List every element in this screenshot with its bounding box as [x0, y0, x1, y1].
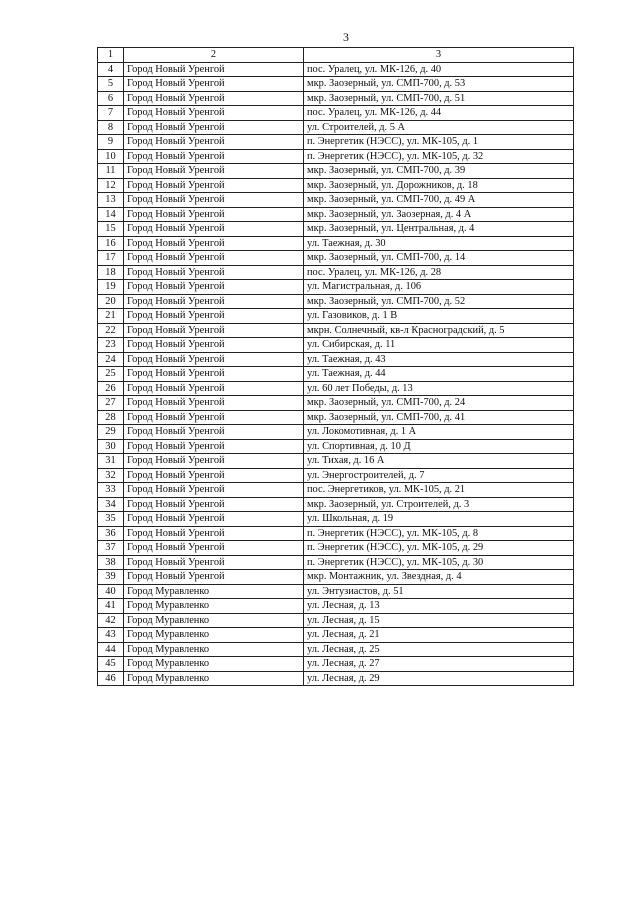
city-cell: Город Новый Уренгой — [124, 454, 304, 469]
address-table-body — [98, 48, 574, 686]
row-number-cell: 22 — [98, 323, 124, 338]
row-number-cell: 35 — [98, 512, 124, 527]
city-cell: Город Новый Уренгой — [124, 280, 304, 295]
row-number-cell: 14 — [98, 207, 124, 222]
address-cell: п. Энергетик (НЭСС), ул. МК-105, д. 1 — [304, 135, 574, 150]
city-cell: Город Новый Уренгой — [124, 381, 304, 396]
address-cell: мкр. Заозерный, ул. СМП-700, д. 41 — [304, 410, 574, 425]
address-cell: пос. Уралец, ул. МК-126, д. 40 — [304, 62, 574, 77]
table-row — [98, 439, 574, 454]
address-cell: ул. Сибирская, д. 11 — [304, 338, 574, 353]
table-row — [98, 62, 574, 77]
table-row — [98, 396, 574, 411]
row-number-cell: 16 — [98, 236, 124, 251]
city-cell: Город Новый Уренгой — [124, 468, 304, 483]
row-number-cell: 30 — [98, 439, 124, 454]
address-cell: мкр. Заозерный, ул. СМП-700, д. 14 — [304, 251, 574, 266]
row-number-cell: 7 — [98, 106, 124, 121]
address-cell: мкр. Заозерный, ул. СМП-700, д. 24 — [304, 396, 574, 411]
city-cell: Город Новый Уренгой — [124, 149, 304, 164]
address-cell: пос. Уралец, ул. МК-126, д. 44 — [304, 106, 574, 121]
city-cell: Город Новый Уренгой — [124, 91, 304, 106]
address-cell: ул. Строителей, д. 5 А — [304, 120, 574, 135]
address-cell: п. Энергетик (НЭСС), ул. МК-105, д. 32 — [304, 149, 574, 164]
city-cell: Город Новый Уренгой — [124, 77, 304, 92]
address-cell: пос. Уралец, ул. МК-126, д. 28 — [304, 265, 574, 280]
row-number-cell: 39 — [98, 570, 124, 585]
row-number-cell: 6 — [98, 91, 124, 106]
city-cell: Город Новый Уренгой — [124, 570, 304, 585]
address-cell: ул. Энергостроителей, д. 7 — [304, 468, 574, 483]
table-row — [98, 222, 574, 237]
row-number-cell: 34 — [98, 497, 124, 512]
row-number-cell: 20 — [98, 294, 124, 309]
row-number-cell: 12 — [98, 178, 124, 193]
table-row — [98, 425, 574, 440]
city-cell: Город Новый Уренгой — [124, 526, 304, 541]
row-number-cell: 41 — [98, 599, 124, 614]
address-cell: мкрн. Солнечный, кв-л Красноградский, д. 5 — [304, 323, 574, 338]
address-cell: ул. Лесная, д. 13 — [304, 599, 574, 614]
city-cell: Город Муравленко — [124, 642, 304, 657]
row-number-cell: 15 — [98, 222, 124, 237]
address-cell: ул. Газовиков, д. 1 В — [304, 309, 574, 324]
address-cell: ул. Таежная, д. 43 — [304, 352, 574, 367]
row-number-cell: 38 — [98, 555, 124, 570]
row-number-cell: 18 — [98, 265, 124, 280]
address-cell: мкр. Заозерный, ул. СМП-700, д. 52 — [304, 294, 574, 309]
table-row — [98, 280, 574, 295]
table-row — [98, 120, 574, 135]
city-cell: Город Новый Уренгой — [124, 541, 304, 556]
row-number-cell: 45 — [98, 657, 124, 672]
table-row — [98, 309, 574, 324]
address-cell: мкр. Заозерный, ул. Строителей, д. 3 — [304, 497, 574, 512]
row-number-cell: 28 — [98, 410, 124, 425]
table-row — [98, 410, 574, 425]
address-cell: мкр. Заозерный, ул. Заозерная, д. 4 А — [304, 207, 574, 222]
row-number-cell: 10 — [98, 149, 124, 164]
city-cell: Город Новый Уренгой — [124, 207, 304, 222]
address-cell: ул. Лесная, д. 21 — [304, 628, 574, 643]
row-number-cell: 42 — [98, 613, 124, 628]
city-cell: Город Новый Уренгой — [124, 106, 304, 121]
row-number-cell: 32 — [98, 468, 124, 483]
row-number-cell: 11 — [98, 164, 124, 179]
city-cell: Город Муравленко — [124, 671, 304, 686]
address-cell: п. Энергетик (НЭСС), ул. МК-105, д. 8 — [304, 526, 574, 541]
city-cell: Город Новый Уренгой — [124, 497, 304, 512]
header-cell-city: 2 — [124, 48, 304, 63]
row-number-cell: 27 — [98, 396, 124, 411]
city-cell: Город Муравленко — [124, 628, 304, 643]
row-number-cell: 40 — [98, 584, 124, 599]
city-cell: Город Новый Уренгой — [124, 236, 304, 251]
city-cell: Город Новый Уренгой — [124, 120, 304, 135]
row-number-cell: 24 — [98, 352, 124, 367]
city-cell: Город Новый Уренгой — [124, 193, 304, 208]
row-number-cell: 44 — [98, 642, 124, 657]
city-cell: Город Новый Уренгой — [124, 352, 304, 367]
table-row — [98, 570, 574, 585]
address-cell: ул. Спортивная, д. 10 Д — [304, 439, 574, 454]
table-row — [98, 642, 574, 657]
address-cell: ул. Таежная, д. 30 — [304, 236, 574, 251]
row-number-cell: 23 — [98, 338, 124, 353]
table-row — [98, 178, 574, 193]
address-cell: мкр. Заозерный, ул. СМП-700, д. 39 — [304, 164, 574, 179]
address-cell: ул. 60 лет Победы, д. 13 — [304, 381, 574, 396]
address-cell: мкр. Заозерный, ул. СМП-700, д. 49 А — [304, 193, 574, 208]
city-cell: Город Новый Уренгой — [124, 338, 304, 353]
address-cell: мкр. Заозерный, ул. СМП-700, д. 53 — [304, 77, 574, 92]
table-row — [98, 193, 574, 208]
table-row — [98, 367, 574, 382]
table-row — [98, 251, 574, 266]
address-cell: ул. Школьная, д. 19 — [304, 512, 574, 527]
city-cell: Город Новый Уренгой — [124, 178, 304, 193]
row-number-cell: 4 — [98, 62, 124, 77]
city-cell: Город Новый Уренгой — [124, 439, 304, 454]
row-number-cell: 9 — [98, 135, 124, 150]
city-cell: Город Новый Уренгой — [124, 62, 304, 77]
row-number-cell: 13 — [98, 193, 124, 208]
table-row — [98, 338, 574, 353]
city-cell: Город Новый Уренгой — [124, 483, 304, 498]
table-row — [98, 207, 574, 222]
table-row — [98, 91, 574, 106]
header-cell-number: 1 — [98, 48, 124, 63]
city-cell: Город Новый Уренгой — [124, 512, 304, 527]
address-cell: ул. Лесная, д. 27 — [304, 657, 574, 672]
table-row — [98, 483, 574, 498]
table-row — [98, 541, 574, 556]
city-cell: Город Новый Уренгой — [124, 265, 304, 280]
row-number-cell: 33 — [98, 483, 124, 498]
city-cell: Город Новый Уренгой — [124, 294, 304, 309]
table-row — [98, 164, 574, 179]
table-row — [98, 613, 574, 628]
table-row — [98, 584, 574, 599]
table-row — [98, 323, 574, 338]
row-number-cell: 37 — [98, 541, 124, 556]
table-row — [98, 512, 574, 527]
address-cell: ул. Локомотивная, д. 1 А — [304, 425, 574, 440]
city-cell: Город Новый Уренгой — [124, 309, 304, 324]
table-row — [98, 555, 574, 570]
table-row — [98, 149, 574, 164]
address-cell: п. Энергетик (НЭСС), ул. МК-105, д. 29 — [304, 541, 574, 556]
table-row — [98, 671, 574, 686]
address-cell: пос. Энергетиков, ул. МК-105, д. 21 — [304, 483, 574, 498]
table-row — [98, 526, 574, 541]
row-number-cell: 8 — [98, 120, 124, 135]
table-row — [98, 599, 574, 614]
row-number-cell: 43 — [98, 628, 124, 643]
city-cell: Город Новый Уренгой — [124, 425, 304, 440]
table-row — [98, 352, 574, 367]
table-row — [98, 265, 574, 280]
table-row — [98, 135, 574, 150]
city-cell: Город Новый Уренгой — [124, 251, 304, 266]
city-cell: Город Новый Уренгой — [124, 367, 304, 382]
table-row — [98, 468, 574, 483]
row-number-cell: 26 — [98, 381, 124, 396]
city-cell: Город Новый Уренгой — [124, 135, 304, 150]
row-number-cell: 36 — [98, 526, 124, 541]
city-cell: Город Муравленко — [124, 657, 304, 672]
row-number-cell: 19 — [98, 280, 124, 295]
city-cell: Город Новый Уренгой — [124, 323, 304, 338]
address-cell: мкр. Монтажник, ул. Звездная, д. 4 — [304, 570, 574, 585]
address-cell: ул. Таежная, д. 44 — [304, 367, 574, 382]
address-cell: ул. Тихая, д. 16 А — [304, 454, 574, 469]
table-row — [98, 294, 574, 309]
address-cell: ул. Магистральная, д. 106 — [304, 280, 574, 295]
address-cell: ул. Лесная, д. 25 — [304, 642, 574, 657]
row-number-cell: 46 — [98, 671, 124, 686]
table-row — [98, 657, 574, 672]
city-cell: Город Новый Уренгой — [124, 396, 304, 411]
row-number-cell: 25 — [98, 367, 124, 382]
city-cell: Город Новый Уренгой — [124, 555, 304, 570]
table-row — [98, 381, 574, 396]
row-number-cell: 31 — [98, 454, 124, 469]
city-cell: Город Новый Уренгой — [124, 222, 304, 237]
address-cell: мкр. Заозерный, ул. Центральная, д. 4 — [304, 222, 574, 237]
city-cell: Город Муравленко — [124, 599, 304, 614]
table-row — [98, 236, 574, 251]
table-row — [98, 454, 574, 469]
row-number-cell: 17 — [98, 251, 124, 266]
table-row — [98, 106, 574, 121]
address-table — [97, 47, 574, 686]
city-cell: Город Новый Уренгой — [124, 164, 304, 179]
page-number: 3 — [343, 30, 349, 44]
row-number-cell: 29 — [98, 425, 124, 440]
table-row — [98, 77, 574, 92]
row-number-cell: 5 — [98, 77, 124, 92]
row-number-cell: 21 — [98, 309, 124, 324]
address-cell: мкр. Заозерный, ул. СМП-700, д. 51 — [304, 91, 574, 106]
header-cell-address: 3 — [304, 48, 574, 63]
address-cell: п. Энергетик (НЭСС), ул. МК-105, д. 30 — [304, 555, 574, 570]
table-row — [98, 497, 574, 512]
address-cell: ул. Лесная, д. 29 — [304, 671, 574, 686]
table-row — [98, 628, 574, 643]
address-cell: мкр. Заозерный, ул. Дорожников, д. 18 — [304, 178, 574, 193]
table-header-row — [98, 48, 574, 63]
city-cell: Город Новый Уренгой — [124, 410, 304, 425]
address-cell: ул. Лесная, д. 15 — [304, 613, 574, 628]
address-cell: ул. Энтузиастов, д. 51 — [304, 584, 574, 599]
city-cell: Город Муравленко — [124, 584, 304, 599]
city-cell: Город Муравленко — [124, 613, 304, 628]
